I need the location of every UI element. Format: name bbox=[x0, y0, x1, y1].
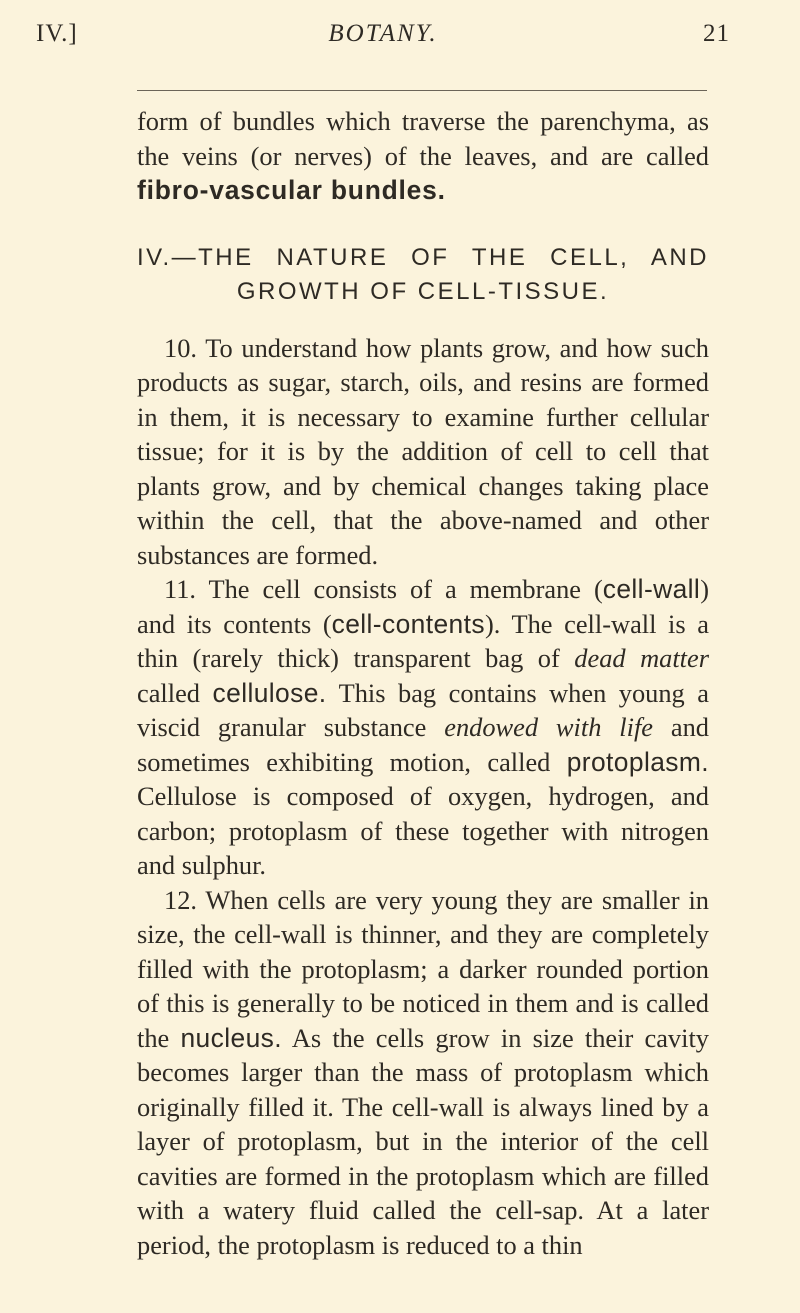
continuation-paragraph bbox=[137, 104, 709, 208]
body-text bbox=[137, 104, 709, 1262]
term-cell-wall: cell-wall bbox=[602, 574, 701, 604]
paragraph-12 bbox=[137, 883, 709, 1263]
p11-text-3: ). The cell-wall is a thin (rarely thick) transparent bag of bbox=[137, 608, 709, 673]
p11-text-1: 11. The cell consists of a membrane ( bbox=[164, 574, 603, 604]
section-heading bbox=[137, 241, 709, 309]
p11-text-4: called bbox=[137, 677, 213, 708]
p12-text-2: As the cells grow in size their cavity becomes larger than the mass of protoplasm which originally filled it. The cell-wall is always lined by a layer of protoplasm, but in the interior of the cell cavities are formed in the protoplasm which are filled with a watery fluid called the cell-sap. At a later period, the protoplasm is reduced to a thin bbox=[137, 1022, 709, 1260]
paragraph-11 bbox=[137, 572, 709, 883]
p11-text-7: Cellulose is composed of oxygen, hydrogen, and carbon; protoplasm of these together with nitrogen and sulphur. bbox=[137, 781, 709, 880]
p12-text-1: 12. When cells are very young they are smaller in size, the cell-wall is thinner, and they are completely filled with the protoplasm; a darker rounded portion of this is generally to be noticed in them and is called the bbox=[137, 884, 709, 1053]
p11-text-6: and sometimes exhibiting motion, called bbox=[137, 712, 709, 777]
term-protoplasm: protoplasm. bbox=[566, 746, 709, 777]
continuation-text: form of bundles which traverse the parenchyma, as the veins (or nerves) of the leaves, and are called bbox=[137, 106, 709, 171]
header-rule bbox=[137, 90, 707, 91]
emphasis-dead-matter: dead matter bbox=[574, 643, 709, 673]
emphasis-endowed-with-life: endowed with life bbox=[444, 712, 653, 742]
section-heading-line-2: GROWTH OF CELL-TISSUE. bbox=[236, 277, 610, 305]
p11-text-2: ) and its contents ( bbox=[137, 574, 709, 639]
term-nucleus: nucleus. bbox=[180, 1022, 282, 1053]
chapter-marker: IV.] bbox=[36, 20, 78, 47]
page-number: 21 bbox=[703, 20, 730, 47]
running-title: BOTANY. bbox=[328, 20, 438, 47]
running-head bbox=[36, 20, 730, 60]
term-fibro-vascular-bundles: fibro-vascular bundles. bbox=[137, 175, 446, 205]
term-cell-contents: cell-contents bbox=[331, 608, 485, 639]
section-heading-line-1: IV.—THE NATURE OF THE CELL, AND bbox=[137, 243, 709, 271]
p11-text-5: This bag contains when young a viscid granular substance bbox=[137, 677, 709, 742]
term-cellulose: cellulose. bbox=[212, 677, 327, 708]
paragraph-10: 10. To understand how plants grow, and how such products as sugar, starch, oils, and resins are formed in them, it is necessary to examine further cellular tissue; for it is by the addition of cell to cell that plants grow, and by chemical changes taking place within the cell, that the above-named and other substances are formed. bbox=[137, 332, 709, 570]
